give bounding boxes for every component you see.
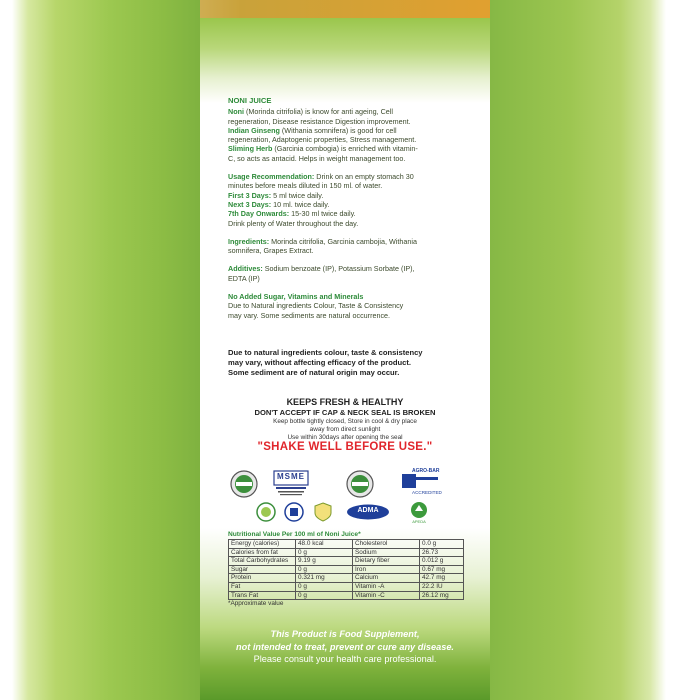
usage-line: Next 3 Days: 10 ml. twice daily. [228, 199, 330, 209]
certified-seal-icon-2 [346, 470, 374, 503]
nutrition-cell: 0.0 g [420, 540, 464, 549]
nutrition-title: Nutritional Value Per 100 ml of Noni Juice* [228, 531, 361, 538]
storage-line: Keep bottle tightly closed, Store in cool & dry place [273, 418, 417, 425]
nutrition-row [229, 565, 464, 574]
nutrition-cell: Vitamin -C [353, 591, 420, 600]
disclaimer [200, 628, 490, 666]
intro-line: regeneration, Adaptogenic properties, Stress management. [228, 135, 417, 145]
nutrition-cell: Calories from fat [229, 548, 296, 557]
intro-line: Sliming Herb (Garcinia combogia) is enriched with vitamin- [228, 144, 418, 154]
intro-line: Noni (Morinda citrifolia) is know for anti ageing, Cell [228, 107, 393, 117]
nutrition-cell: Sodium [353, 548, 420, 557]
apeda-text: APEDA [412, 519, 426, 524]
product-title: NONI JUICE [228, 96, 272, 105]
usage-line: 7th Day Onwards: 15-30 ml twice daily. [228, 209, 356, 219]
nutrition-cell: Calcium [353, 574, 420, 583]
usage-line: First 3 Days: 5 ml twice daily. [228, 190, 324, 200]
nutrition-footnote: *Approximate value [228, 600, 284, 608]
nutrition-cell: 26.12 mg [420, 591, 464, 600]
accredited-text: ACCREDITED [412, 490, 442, 495]
storage-line: away from direct sunlight [309, 426, 381, 433]
nutrition-cell: Total Carbohydrates [229, 557, 296, 566]
nutrition-cell: 0.012 g [420, 557, 464, 566]
usage-line: Usage Recommendation: Drink on an empty stomach 30 [228, 172, 414, 182]
shield-badge-icon [314, 502, 332, 527]
certification-logos [228, 466, 468, 526]
sediment-note-line: Some sediment are of natural origin may occur. [228, 368, 400, 377]
nutrition-cell: Cholesterol [353, 540, 420, 549]
no-sugar-line: Due to Natural ingredients Colour, Taste & Consistency [228, 301, 404, 311]
nutrition-cell: 0.67 mg [420, 565, 464, 574]
nutrition-cell: Energy (calories) [229, 540, 296, 549]
ingredients-line: somnifera, Grapes Extract. [228, 246, 314, 256]
product-description [228, 96, 468, 329]
agro-bar-logo [400, 468, 440, 498]
nutrition-table [228, 539, 464, 600]
intro-line: Indian Ginseng (Withania somnifera) is good for cell [228, 125, 397, 135]
no-sugar-section [228, 292, 468, 320]
nutrition-cell: Trans Fat [229, 591, 296, 600]
additives-section [228, 264, 468, 283]
nutrition-section [228, 530, 468, 608]
msme-logo-text: MSME [277, 472, 305, 481]
box-right-side [490, 0, 690, 700]
nutrition-cell: Vitamin -A [353, 582, 420, 591]
nutrition-cell: 0 g [296, 548, 353, 557]
box-left-side [0, 0, 200, 700]
nutrition-row [229, 557, 464, 566]
storage-section [200, 397, 490, 442]
nutrition-cell: Iron [353, 565, 420, 574]
nutrition-row [229, 540, 464, 549]
nutrition-row [229, 582, 464, 591]
disclaimer-line: not intended to treat, prevent or cure any disease. [235, 641, 454, 652]
msme-logo [272, 468, 310, 498]
nutrition-cell: 0 g [296, 591, 353, 600]
usage-line: Drink plenty of Water throughout the day. [228, 218, 359, 228]
intro-section [228, 107, 468, 163]
additives-line: Additives: Sodium benzoate (IP), Potassium Sorbate (IP), [228, 264, 415, 274]
nutrition-row [229, 548, 464, 557]
nutrition-row [229, 574, 464, 583]
usage-line: minutes before meals diluted in 150 ml. of water. [228, 181, 383, 191]
nutrition-row [229, 591, 464, 600]
nutrition-cell: Fat [229, 582, 296, 591]
apeda-logo [404, 500, 434, 526]
nutrition-cell: Dietary fiber [353, 557, 420, 566]
usage-section [228, 172, 468, 228]
nutrition-cell: Protein [229, 574, 296, 583]
additives-line: EDTA (IP) [228, 273, 260, 283]
nutrition-cell: Sugar [229, 565, 296, 574]
nutrition-cell: 0 g [296, 582, 353, 591]
nutrition-cell: 48.0 kcal [296, 540, 353, 549]
intro-line: C, so acts as antacid. Helps in weight management too. [228, 153, 406, 163]
seal-warning: DON'T ACCEPT IF CAP & NECK SEAL IS BROKEN [254, 408, 436, 417]
shake-well-notice: "SHAKE WELL BEFORE USE." [257, 441, 433, 453]
sediment-note-line: may vary, without affecting efficacy of the product. [228, 358, 411, 367]
sediment-note-line: Due to natural ingredients colour, taste & consistency [228, 348, 423, 357]
nutrition-cell: 0 g [296, 565, 353, 574]
nutrition-cell: 0.321 mg [296, 574, 353, 583]
ingredients-line: Ingredients: Morinda citrifolia, Garcinia cambojia, Withania [228, 236, 417, 246]
disclaimer-line: Please consult your health care professional. [253, 654, 437, 664]
adma-text: ADMA [357, 507, 379, 514]
round-seal-icon [256, 502, 276, 527]
intro-line: regeneration, Disease resistance Digestion improvement. [228, 116, 411, 126]
certified-seal-icon [230, 470, 258, 503]
sediment-note [228, 348, 468, 378]
nutrition-cell: 42.7 mg [420, 574, 464, 583]
no-sugar-line: may vary. Some sediments are natural occurrence. [228, 310, 391, 320]
disclaimer-line: This Product is Food Supplement, [270, 629, 420, 639]
nutrition-cell: 22.2 IU [420, 582, 464, 591]
blue-seal-icon [284, 502, 304, 527]
storage-line: Use within 30days after opening the seal [287, 434, 403, 441]
adma-logo [346, 504, 390, 520]
nutrition-cell: 26.73 [420, 548, 464, 557]
no-sugar-title: No Added Sugar, Vitamins and Minerals [228, 292, 364, 302]
agro-bar-text: AGRO-BAR [412, 468, 440, 474]
storage-heading: KEEPS FRESH & HEALTHY [286, 397, 404, 407]
ingredients-section [228, 237, 468, 256]
nutrition-cell: 9.19 g [296, 557, 353, 566]
